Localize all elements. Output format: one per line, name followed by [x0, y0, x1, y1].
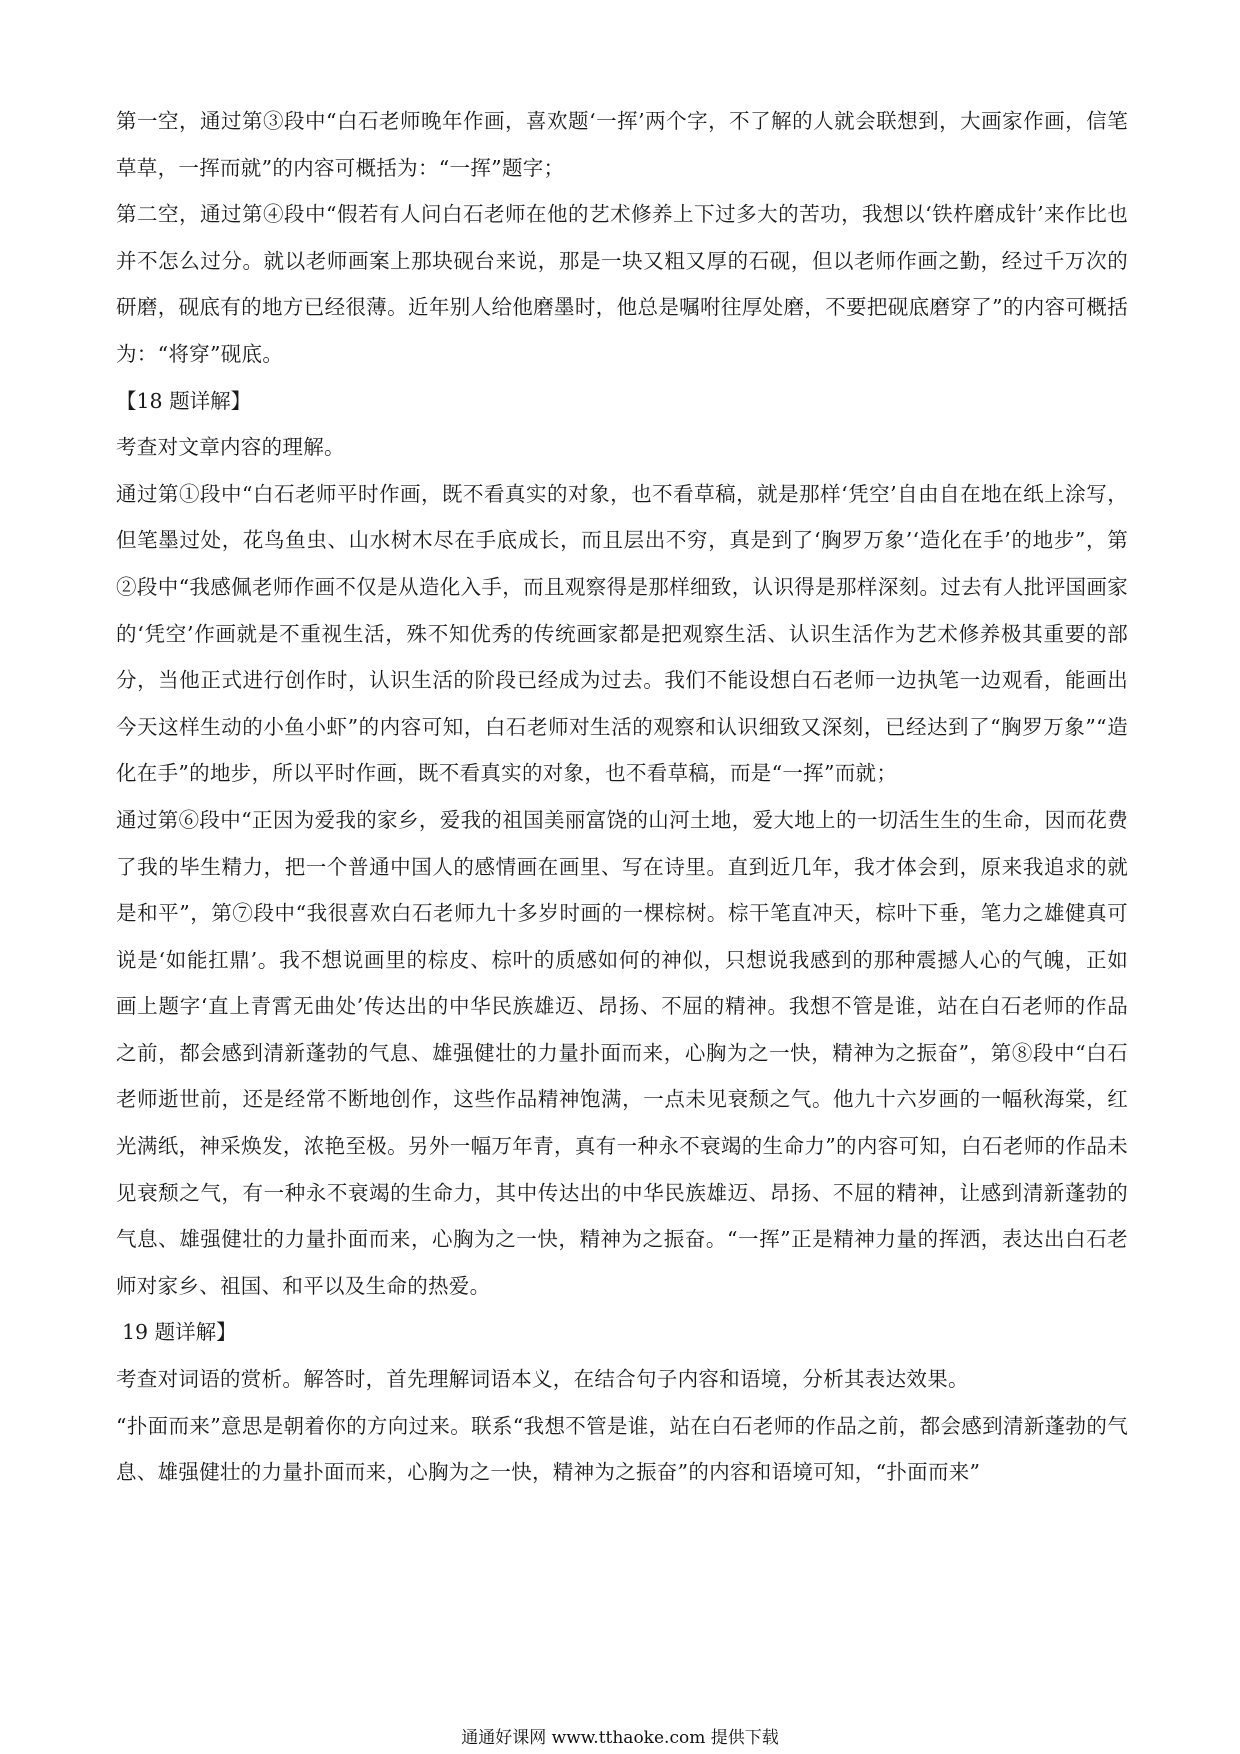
document-body [116, 98, 1128, 1496]
paragraph-7: “扑面而来”意思是朝着你的方向过来。联系“我想不管是谁，站在白石老师的作品之前，都会感到清新蓬勃的气息、雄强健壮的力量扑面而来，心胸为之一快，精神为之振奋”的内容和语境可知，“扑面而来” [116, 1413, 1128, 1485]
paragraph-6: 考查对词语的赏析。解答时，首先理解词语本义，在结合句子内容和语境，分析其表达效果。 [116, 1367, 969, 1392]
paragraph-4: 通过第①段中“白石老师平时作画，既不看真实的对象，也不看草稿，就是那样‘凭空’自由自在地在纸上涂写，但笔墨过处，花鸟鱼虫、山水树木尽在手底成长，而且层出不穷，真是到了‘胸罗万象’‘造化在手’的地步”，第②段中“我感佩老师作画不仅是从造化入手，而且观察得是那样细致，认识得是那样深刻。过去有人批评国画家的‘凭空’作画就是不重视生活，殊不知优秀的传统画家都是把观察生活、认识生活作为艺术修养极其重要的部分，当他正式进行创作时，认识生活的阶段已经成为过去。我们不能设想白石老师一边执笔一边观看，能画出今天这样生动的小鱼小虾”的内容可知，白石老师对生活的观察和认识细致又深刻，已经达到了“胸罗万象”“造化在手”的地步，所以平时作画，既不看真实的对象，也不看草稿，而是“一挥”而就； [116, 481, 1128, 786]
section-heading-19: 19 题详解】 [122, 1320, 237, 1345]
paragraph-3: 考查对文章内容的理解。 [116, 435, 345, 460]
paragraph-5: 通过第⑥段中“正因为爱我的家乡，爱我的祖国美丽富饶的山河土地，爱大地上的一切活生生的生命，因而花费了我的毕生精力，把一个普通中国人的感情画在画里、写在诗里。直到近几年，我才体会到，原来我追求的就是和平”，第⑦段中“我很喜欢白石老师九十多岁时画的一棵棕树。棕干笔直冲天，棕叶下垂，笔力之雄健真可说是‘如能扛鼎’。我不想说画里的棕皮、棕叶的质感如何的神似，只想说我感到的那种震撼人心的气魄，正如画上题字‘直上青霄无曲处’传达出的中华民族雄迈、昂扬、不屈的精神。我想不管是谁，站在白石老师的作品之前，都会感到清新蓬勃的气息、雄强健壮的力量扑面而来，心胸为之一快，精神为之振奋”，第⑧段中“白石老师逝世前，还是经常不断地创作，这些作品精神饱满，一点未见衰颓之气。他九十六岁画的一幅秋海棠，红光满纸，神采焕发，浓艳至极。另外一幅万年青，真有一种永不衰竭的生命力”的内容可知，白石老师的作品未见衰颓之气，有一种永不衰竭的生命力，其中传达出的中华民族雄迈、昂扬、不屈的精神，让感到清新蓬勃的气息、雄强健壮的力量扑面而来，心胸为之一快，精神为之振奋。“一挥”正是精神力量的挥洒，表达出白石老师对家乡、祖国、和平以及生命的热爱。 [116, 807, 1128, 1298]
page-footer: 通通好课网 www.tthaoke.com 提供下载 [461, 1728, 779, 1748]
section-heading-18: 【18 题详解】 [116, 388, 252, 413]
paragraph-2: 第二空，通过第④段中“假若有人问白石老师在他的艺术修养上下过多大的苦功，我想以‘铁杵磨成针’来作比也并不怎么过分。就以老师画案上那块砚台来说，那是一块又粗又厚的石砚，但以老师作画之勤，经过千万次的研磨，砚底有的地方已经很薄。近年别人给他磨墨时，他总是嘱咐往厚处磨，不要把砚底磨穿了”的内容可概括为：“将穿”砚底。 [116, 202, 1128, 366]
paragraph-1: 第一空，通过第③段中“白石老师晚年作画，喜欢题‘一挥’两个字，不了解的人就会联想到，大画家作画，信笔草草，一挥而就”的内容可概括为：“一挥”题字； [116, 109, 1128, 180]
